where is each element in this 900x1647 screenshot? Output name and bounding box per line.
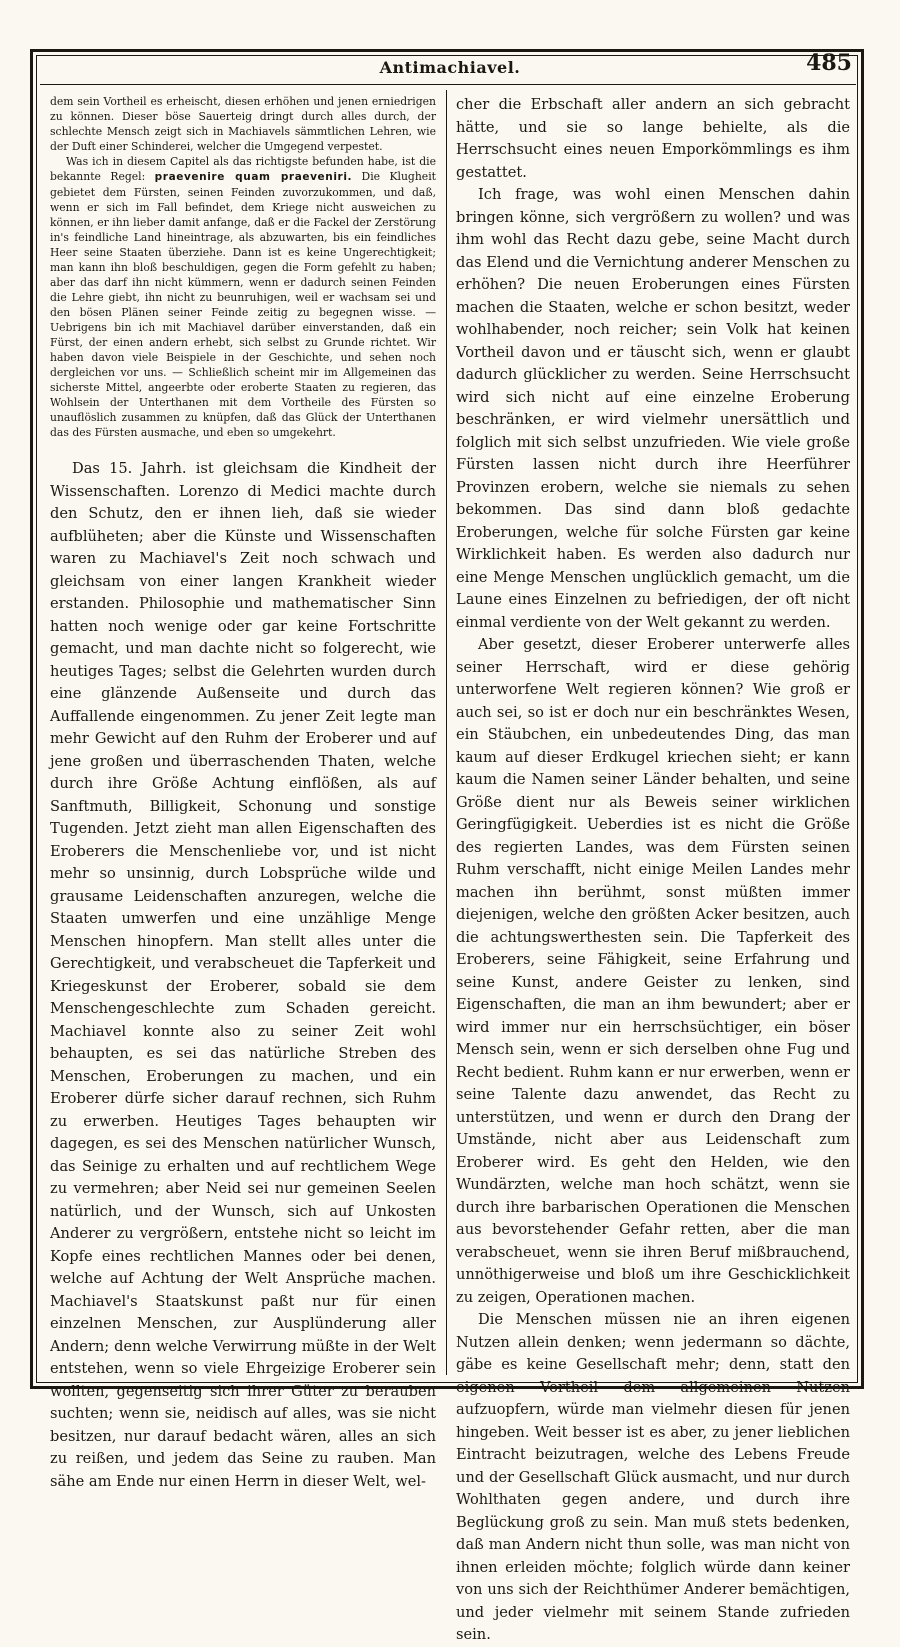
header-rule bbox=[40, 84, 856, 85]
right-paragraph-4: Die Menschen müssen nie an ihren eigenen Nutzen allein denken; wenn jedermann so dächte, gäbe es keine Gesellschaft mehr; denn, statt den eigenen Vortheil dem allgemeinen Nutzen aufzuopfern, würde man vielmehr diesen für jenen hingeben. Weit besser ist es aber, zu jener lieblichen Eintracht beizutragen, welche des Lebens Freude und der Gesellschaft Glück ausmacht, und nur durch Wohlthaten gegen andere, und durch ihre Beglückung groß zu sein. Man muß stets bedenken, daß man Andern nicht thun solle, was man nicht von ihnen erleiden möchte; folglich würde dann keiner von uns sich der Reichthümer Anderer bemächtigen, und jeder vielmehr mit seinem Stande zufrieden sein. bbox=[456, 1311, 850, 1643]
main-paragraph-left: Das 15. Jahrh. ist gleichsam die Kindheit der Wissenschaften. Lorenzo di Medici machte durch den Schutz, den er ihnen lieh, daß sie wieder aufblüheten; aber die Künste und Wissenschaften waren zu Machiavel's Zeit noch schwach und gleichsam von einer langen Krankheit wieder erstanden. Philosophie und mathematischer Sinn hatten noch wenige oder gar keine Fortschritte gemacht, und man dachte nicht so folgerecht, wie heutiges Tages; selbst die Gelehrten wurden durch eine glänzende Außenseite und durch das Auffallende eingenommen. Zu jener Zeit legte man mehr Gewicht auf den Ruhm der Eroberer und auf jene großen und überraschenden Thaten, welche durch ihre Größe Achtung einflößen, als auf Sanftmuth, Billigkeit, Schonung und sonstige Tugenden. Jetzt zieht man allen Eigenschaften des Eroberers die Menschenliebe vor, und ist nicht mehr so unsinnig, durch Lobsprüche wilde und grausame Leidenschaften anzuregen, welche die Staaten umwerfen und eine unzählige Menge Menschen hinopfern. Man stellt alles unter die Gerechtigkeit, und verabscheuet die Tapferkeit und Kriegeskunst der Eroberer, sobald sie dem Menschengeschlechte zum Schaden gereicht. Machiavel konnte also zu seiner Zeit wohl behaupten, es sei das natürliche Streben des Menschen, Eroberungen zu machen, und ein Eroberer dürfe sicher darauf rechnen, sich Ruhm zu erwerben. Heutiges Tages behaupten wir dagegen, es sei des Menschen natürlicher Wunsch, das Seinige zu erhalten und auf rechtlichem Wege zu vermehren; aber Neid sei nur gemeinen Seelen natürlich, und der Wunsch, sich auf Unkosten Anderer zu vergrößern, entstehe nicht so leicht im Kopfe eines rechtlichen Mannes oder bei denen, welche auf Achtung der Welt Ansprüche machen. Machiavel's Staatskunst paßt nur für einen einzelnen Menschen, zur Ausplünderung aller Andern; denn welche Verwirrung müßte in der Welt entstehen, wenn so viele Ehrgeizige Eroberer sein wollten, gegenseitig sich ihrer Güter zu berauben suchten; wenn sie, neidisch auf alles, was sie nicht besitzen, nur darauf bedacht wären, alles an sich zu reißen, und jedem das Seine zu rauben. Man sähe am Ende nur einen Herrn in dieser Welt, wel- bbox=[50, 460, 436, 1490]
footnote-separator bbox=[50, 440, 436, 458]
running-title: Antimachiavel. bbox=[379, 58, 521, 77]
right-paragraph-3: Aber gesetzt, dieser Eroberer unterwerfe alles seiner Herrschaft, wird er diese gehörig unterworfene Welt regieren können? Wie groß er auch sei, so ist er doch nur ein beschränktes Wesen, ein Stäubchen, ein unbedeutendes Ding, das man kaum auf dieser Erdkugel kriechen sieht; er kann kaum die Namen seiner Länder behalten, und seine Größe dient nur als Beweis seiner wirklichen Geringfügigkeit. Ueberdies ist es nicht die Größe des regierten Landes, was dem Fürsten seinen Ruhm verschafft, nicht einige Meilen Landes mehr machen ihn berühmt, sonst müßten immer diejenigen, welche den größten Acker besitzen, auch die achtungswerthesten sein. Die Tapferkeit des Eroberers, seine Fähigkeit, seine Erfahrung und seine Kunst, andere Geister zu lenken, sind Eigenschaften, die man an ihm bewundert; aber er wird immer nur ein herrschsüchtiger, ein böser Mensch sein, wenn er sich derselben ohne Fug und Recht bedient. Ruhm kann er nur erwerben, wenn er seine Talente dazu anwendet, das Recht zu unterstützen, und wenn er durch den Drang der Umstände, nicht aber aus Leidenschaft zum Eroberer wird. Es geht den Helden, wie den Wundärzten, welche man hoch schätzt, wenn sie durch ihre barbarischen Operationen die Menschen aus bevorstehender Gefahr retten, aber die man verabscheuet, wenn sie ihren Beruf mißbrauchend, unnöthigerweise und bloß um ihre Geschicklichkeit zu zeigen, Operationen machen. bbox=[456, 636, 850, 1306]
page-number: 485 bbox=[806, 50, 852, 76]
right-paragraph-2: Ich frage, was wohl einen Menschen dahin bringen könne, sich vergrößern zu wollen? und was ihm wohl das Recht dazu gebe, seine Macht durch das Elend und die Vernichtung anderer Menschen zu erhöhen? Die neuen Eroberungen eines Fürsten machen die Staaten, welche er schon besitzt, weder wohlhabender, noch reicher; sein Volk hat keinen Vortheil davon und er täuscht sich, wenn er glaubt dadurch glücklicher zu werden. Seine Herrschsucht wird sich nicht auf eine einzelne Eroberung beschränken, er wird vielmehr unersättlich und folglich mit sich selbst unzufrieden. Wie viele große Fürsten lassen nicht durch ihre Heerführer Provinzen erobern, welche sie niemals zu sehen bekommen. Das sind dann bloß gedachte Eroberungen, welche für solche Fürsten gar keine Wirklichkeit haben. Es werden also dadurch nur eine Menge Menschen unglücklich gemacht, um die Laune eines Einzelnen zu befriedigen, der oft nicht einmal verdiente von der Welt gekannt zu werden. bbox=[456, 186, 850, 631]
footnote-paragraph-2 bbox=[50, 154, 436, 440]
right-paragraph-1: cher die Erbschaft aller andern an sich gebracht hätte, und sie so lange behielte, als die Herrschsucht eines neuen Emporkömmlings es ihm gestattet. bbox=[456, 96, 850, 181]
latin-rule: praevenire quam praeveniri. bbox=[154, 171, 353, 183]
column-divider bbox=[446, 90, 447, 1375]
left-column bbox=[50, 94, 436, 1493]
footnote-p2-end: Die Klugheit gebietet dem Fürsten, seinen Feinden zuvorzukommen, und daß, wenn er sich im Fall befindet, dem Kriege nicht ausweichen zu können, er ihn lieber damit anfange, daß er die Fackel der Zerstörung in's feindliche Land hineintrage, als abzuwarten, bis ein feindliches Heer seine Staaten überziehe. Dann ist es keine Ungerechtigkeit; man kann ihn bloß beschuldigen, gegen die Form gefehlt zu haben; aber das darf ihn nicht kümmern, wenn er dadurch seinen Feinden die Lehre giebt, ihn nicht zu beunruhigen, weil er wachsam sei und den bösen Plänen seiner Feinde zeitig zu begegnen wisse. — Uebrigens bin ich mit Machiavel darüber einverstanden, daß ein Fürst, der einen andern erhebt, sich selbst zu Grunde richtet. Wir haben davon viele Beispiele in der Geschichte, und sehen noch dergleichen vor uns. — Schließlich scheint mir im Allgemeinen das sicherste Mittel, angeerbte oder eroberte Staaten zu regieren, das Wohlsein der Unterthanen mit dem Vortheile des Fürsten so unauflöslich zusammen zu knüpfen, daß das Glück der Unterthanen das des Fürsten ausmache, und eben so umgekehrt. bbox=[50, 170, 436, 439]
footnote-paragraph-1: dem sein Vortheil es erheischt, diesen erhöhen und jenen erniedrigen zu können. Dieser böse Sauerteig dringt durch alles durch, der schlechte Mensch zeigt sich in Machiavels sämmtlichen Lehren, wie der Duft einer Schinderei, welcher die Umgegend verpestet. bbox=[50, 95, 436, 153]
footnote-p2-start: Was ich in diesem Capitel als das richtigste befunden habe, ist die bekannte Regel: bbox=[50, 155, 436, 183]
